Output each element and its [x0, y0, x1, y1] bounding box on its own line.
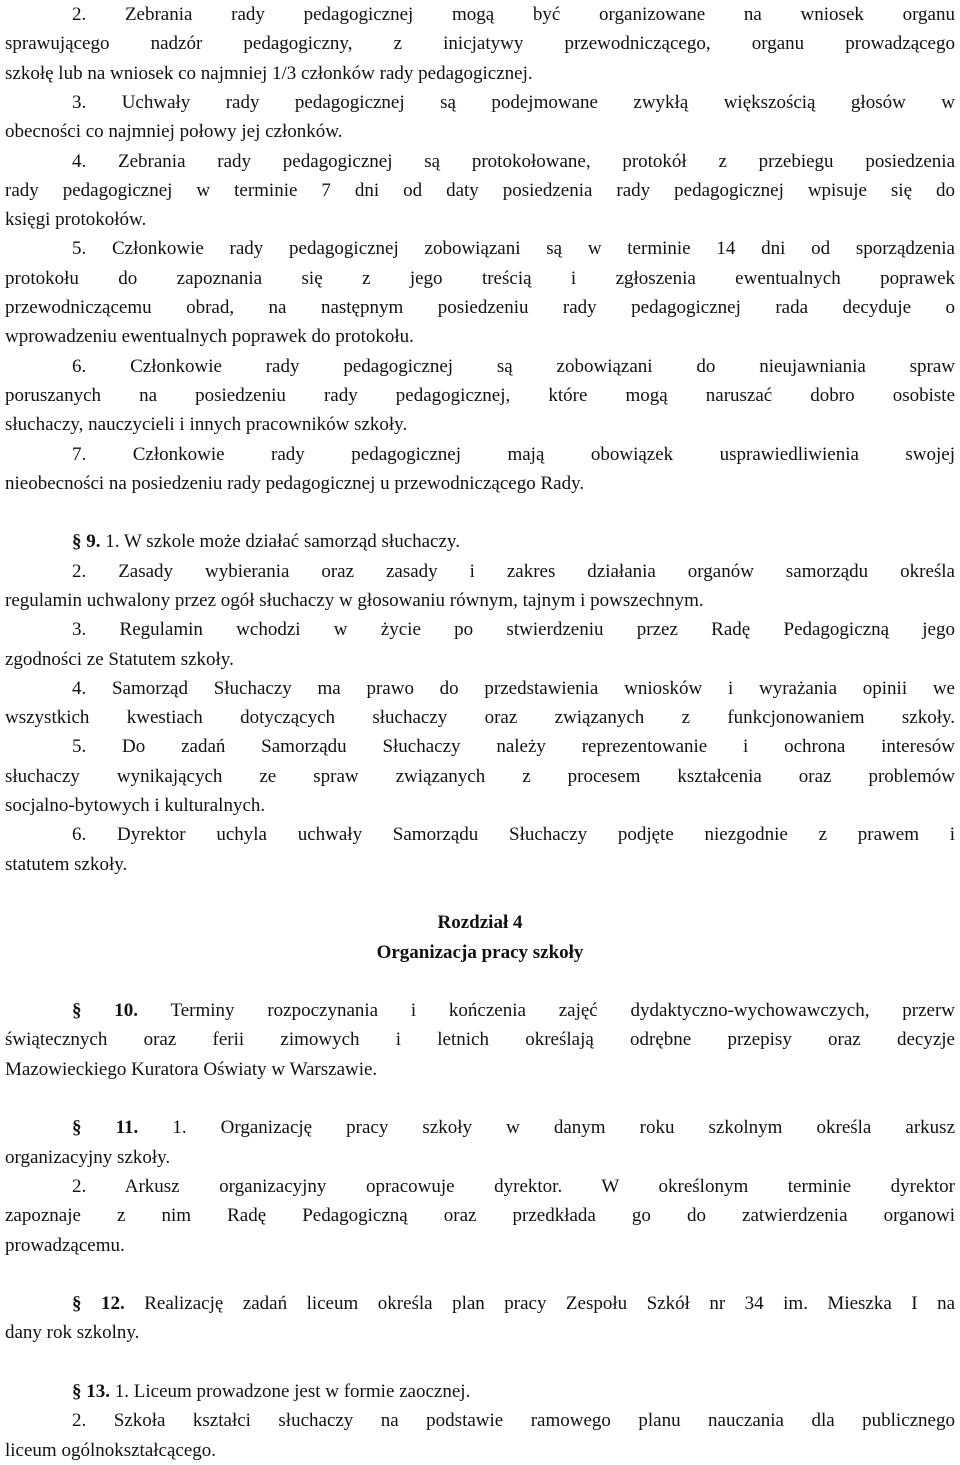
text-line: 2. Arkusz organizacyjny opracowuje dyrektor. W określonym terminie dyrektor — [72, 1176, 955, 1197]
text-line: 6. Członkowie rady pedagogicznej są zobowiązani do nieujawniania spraw — [72, 356, 955, 377]
chapter-heading: Rozdział 4 — [437, 912, 523, 933]
text-line: dany rok szkolny. — [5, 1322, 140, 1343]
text-line: 2. Zasady wybierania oraz zasady i zakres działania organów samorządu określa — [72, 561, 955, 582]
text-line: § 12. Realizację zadań liceum określa plan pracy Zespołu Szkół nr 34 im. Mieszka I na — [72, 1293, 956, 1314]
text-line: 2. Szkoła kształci słuchaczy na podstawie ramowego planu nauczania dla publicznego — [72, 1410, 955, 1431]
text-line: księgi protokołów. — [5, 209, 147, 230]
section-number: § 12. — [72, 1293, 125, 1314]
text-line: § 10. Terminy rozpoczynania i kończenia zajęć dydaktyczno-wychowawczych, przerw — [72, 1000, 955, 1021]
text-line: słuchaczy wynikających ze spraw związanych z procesem kształcenia oraz problemów — [5, 766, 955, 787]
section-number: § 10. — [72, 1000, 139, 1021]
text-line: prowadzącemu. — [5, 1235, 125, 1256]
text-line: świątecznych oraz ferii zimowych i letnich określają odrębne przepisy oraz decyzje — [5, 1029, 955, 1050]
text-line: 6. Dyrektor uchyla uchwały Samorządu Słuchaczy podjęte niezgodnie z prawem i — [72, 824, 955, 845]
text-line: słuchaczy, nauczycieli i innych pracowników szkoły. — [5, 414, 408, 435]
text-line: szkołę lub na wniosek co najmniej 1/3 członków rady pedagogicznej. — [5, 63, 533, 84]
text-line: § 11. 1. Organizację pracy szkoły w danym roku szkolnym określa arkusz — [72, 1117, 956, 1138]
text-line: 5. Do zadań Samorządu Słuchaczy należy reprezentowanie i ochrona interesów — [72, 736, 955, 757]
text-line: 3. Uchwały rady pedagogicznej są podejmowane zwykłą większością głosów w — [72, 92, 955, 113]
text-line: 5. Członkowie rady pedagogicznej zobowiązani są w terminie 14 dni od sporządzenia — [72, 238, 955, 259]
text-line: 7. Członkowie rady pedagogicznej mają obowiązek usprawiedliwienia swojej — [72, 444, 955, 465]
text-line: 2. Zebrania rady pedagogicznej mogą być organizowane na wniosek organu — [72, 4, 955, 25]
text-line: 4. Samorząd Słuchaczy ma prawo do przedstawienia wniosków i wyrażania opinii we — [72, 678, 955, 699]
text-line: 4. Zebrania rady pedagogicznej są protokołowane, protokół z przebiegu posiedzenia — [72, 151, 955, 172]
section-number: § 11. — [72, 1117, 139, 1138]
chapter-heading: Organizacja pracy szkoły — [376, 942, 584, 963]
text-line: nieobecności na posiedzeniu rady pedagogicznej u przewodniczącego Rady. — [5, 473, 585, 494]
section-number: § 9. — [72, 531, 101, 552]
text-line: poruszanych na posiedzeniu rady pedagogicznej, które mogą naruszać dobro osobiste — [5, 385, 955, 406]
text-line: rady pedagogicznej w terminie 7 dni od daty posiedzenia rady pedagogicznej wpisuje się do — [5, 180, 955, 201]
text-line: wprowadzeniu ewentualnych poprawek do protokołu. — [5, 326, 414, 347]
text-line: § 13. 1. Liceum prowadzone jest w formie zaocznej. — [72, 1381, 471, 1402]
text-line: sprawującego nadzór pedagogiczny, z inicjatywy przewodniczącego, organu prowadzącego — [5, 33, 955, 54]
text-line: wszystkich kwestiach dotyczących słuchaczy oraz związanych z funkcjonowaniem szkoły. — [5, 707, 955, 728]
text-line: zgodności ze Statutem szkoły. — [5, 649, 234, 670]
text-line: 3. Regulamin wchodzi w życie po stwierdzeniu przez Radę Pedagogiczną jego — [72, 619, 955, 640]
text-line: zapoznaje z nim Radę Pedagogiczną oraz przedkłada go do zatwierdzenia organowi — [5, 1205, 955, 1226]
text-line: organizacyjny szkoły. — [5, 1147, 171, 1168]
section-number: § 13. — [72, 1381, 110, 1402]
text-line: przewodniczącemu obrad, na następnym posiedzeniu rady pedagogicznej rada decyduje o — [5, 297, 955, 318]
text-line: Mazowieckiego Kuratora Oświaty w Warszawie. — [5, 1059, 378, 1080]
text-line: protokołu do zapoznania się z jego treścią i zgłoszenia ewentualnych poprawek — [5, 268, 955, 289]
text-line: regulamin uchwalony przez ogół słuchaczy w głosowaniu równym, tajnym i powszechnym. — [5, 590, 704, 611]
text-line: statutem szkoły. — [5, 854, 128, 875]
text-line: liceum ogólnokształcącego. — [5, 1440, 217, 1461]
text-line: obecności co najmniej połowy jej członków. — [5, 121, 343, 142]
text-line: § 9. 1. W szkole może działać samorząd słuchaczy. — [72, 531, 460, 552]
text-line: socjalno-bytowych i kulturalnych. — [5, 795, 266, 816]
